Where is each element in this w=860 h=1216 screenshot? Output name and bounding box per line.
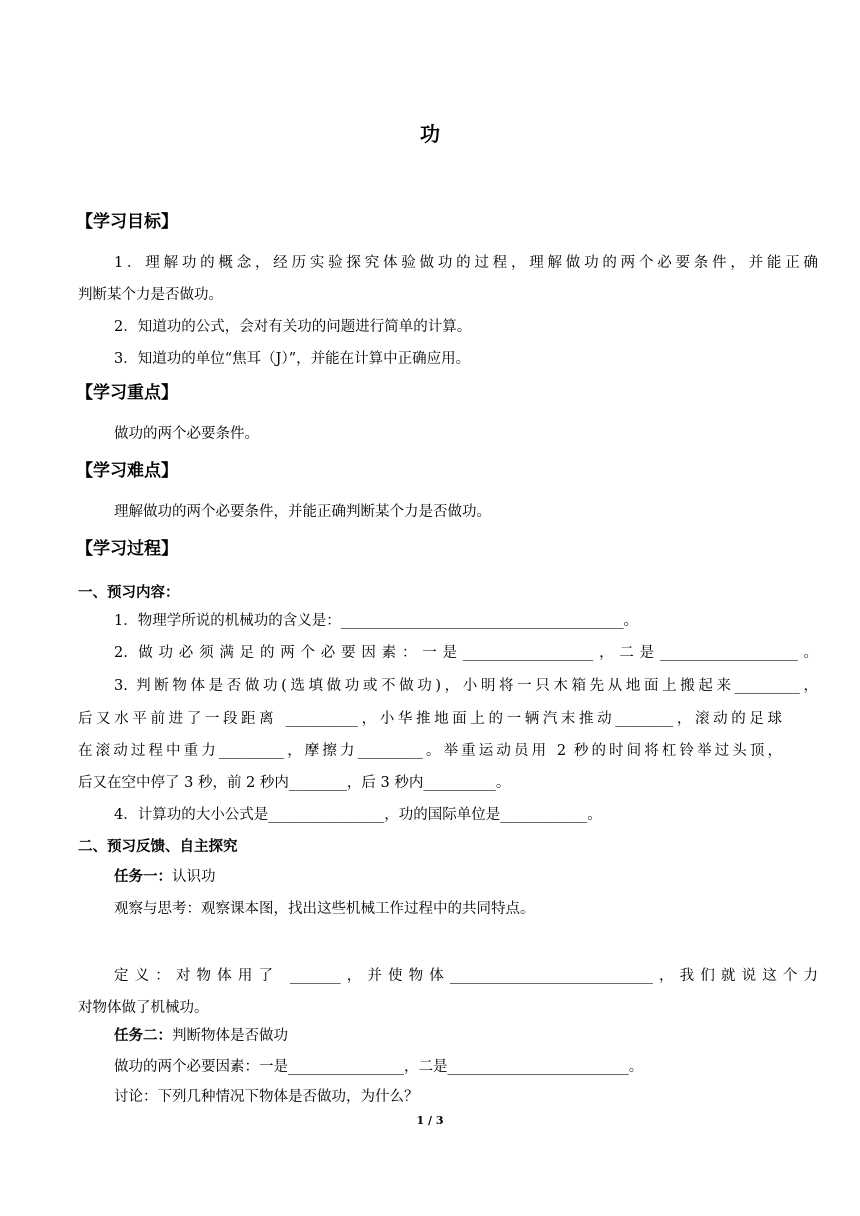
definition-line-b: 对物体做了机械功。	[78, 1000, 209, 1016]
observe-text: 观察与思考：观察课本图，找出这些机械工作过程中的共同特点。	[114, 901, 535, 917]
conditions-text: 做功的两个必要因素：一是________________，二是_________________________。	[114, 1059, 644, 1075]
question-3-line-a: 3. 判断物体是否做功(选填做功或不做功)，小明将一只木箱先从地面上搬起来_________，	[114, 678, 818, 694]
question-1: 1．物理学所说的机械功的含义是：_______________________________________。	[114, 613, 638, 629]
goal-3: 3．知道功的单位“焦耳（J）”，并能在计算中正确应用。	[114, 351, 471, 367]
task-2-text: 判断物体是否做功	[172, 1028, 288, 1044]
question-3-line-c: 在滚动过程中重力_________，摩擦力_________。举重运动员用 2 秒的时间将杠铃举过头顶，	[78, 743, 782, 759]
goal-1-line-a: 1．理解功的概念，经历实验探究体验做功的过程，理解做功的两个必要条件，并能正确	[114, 255, 818, 271]
task-2-line	[78, 1021, 818, 1051]
question-4: 4．计算功的大小公式是________________，功的国际单位是____________。	[114, 807, 602, 823]
task-1-line	[78, 862, 818, 892]
task-1-text: 认识功	[172, 869, 216, 885]
section-heading-goals: 【学习目标】	[76, 212, 178, 232]
section-heading-key-points: 【学习重点】	[76, 383, 178, 403]
task-1-label: 任务一：	[114, 869, 172, 885]
page-number: 1 / 3	[416, 1114, 444, 1127]
key-points-text: 做功的两个必要条件。	[114, 426, 259, 442]
goal-2: 2．知道功的公式，会对有关功的问题进行简单的计算。	[114, 319, 472, 335]
page-title: 功	[420, 122, 440, 146]
difficulties-text: 理解做功的两个必要条件，并能正确判断某个力是否做功。	[114, 504, 491, 520]
question-2: 2. 做功必须满足的两个必要因素：一是__________________，二是___________________。	[114, 645, 818, 661]
question-3-line-d: 后又在空中停了 3 秒，前 2 秒内________，后 3 秒内__________。	[78, 775, 511, 791]
goal-1-line-b: 判断某个力是否做功。	[78, 287, 223, 303]
part-2-title: 二、预习反馈、自主探究	[78, 839, 238, 855]
definition-line-a: 定义：对物体用了 _______，并使物体____________________________，我们就说这个力	[114, 968, 818, 984]
section-heading-difficulties: 【学习难点】	[76, 461, 178, 481]
discussion-text: 讨论：下列几种情况下物体是否做功，为什么？	[114, 1089, 419, 1105]
task-2-label: 任务二：	[114, 1028, 172, 1044]
question-3-line-b: 后又水平前进了一段距离 __________，小华推地面上的一辆汽末推动________，滚动的足球	[78, 711, 782, 727]
part-1-title: 一、预习内容：	[78, 585, 180, 601]
section-heading-process: 【学习过程】	[76, 539, 178, 559]
